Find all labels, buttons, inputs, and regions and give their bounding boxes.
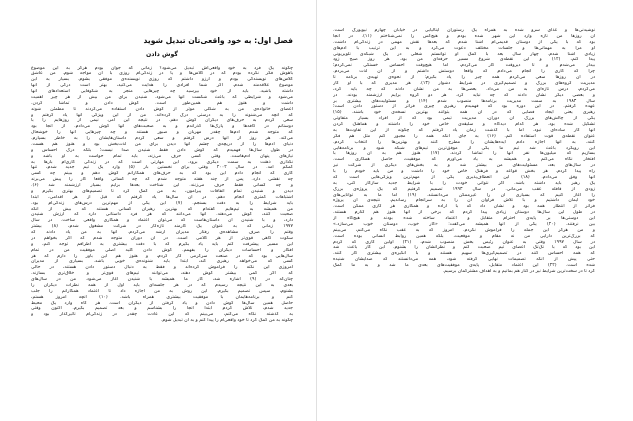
left-page-body bbox=[31, 66, 293, 325]
body-text-line: خود ایمان داشتیم و با تلاش فراوان آن را به سرانجام رساندیم. نتیجه‌ی آن پروژه bbox=[333, 198, 595, 204]
body-text-line: تشکیل شده بود. هر کدام دیدگاه و سلیقه‌ی خاص خود را داشتند و هماهنگ کردن bbox=[333, 122, 595, 127]
body-text-line: نگذاری ذهنت به سمت دیگری برود. این مهارتی است که در زندگی کاری‌ام بارها به bbox=[31, 159, 293, 165]
body-text-line: در طول سال‌ها فهمیدم که گوش دادن فقط شنیدن صدا نیست؛ بلکه درک احساس و bbox=[31, 147, 293, 153]
body-text-line: مدیریت گروه‌های بزرگ و تصمیم‌گیری در شرایط دشوار (۱۳). هر مدیری که با او کار bbox=[333, 80, 595, 86]
body-text-line: سکوت گاهی قوی‌تر از هر کلامی است. در آن دوران متوجه شدم که اگر بخواهم در bbox=[31, 235, 293, 241]
chapter-title: فصل اول: به خود واقعی‌تان تبدیل شوید bbox=[143, 36, 293, 45]
body-text-line: او مرا به مهمانی‌ها و جلسات مختلف دعوت می‌کرد و به این ترتیب با آدم‌های bbox=[333, 45, 595, 51]
body-text-line: حتی پیش از آنکه تصمیمات نهایی گرفته شود، همه می‌دانستند که صدایشان شنیده bbox=[333, 257, 595, 263]
body-text-line: عهده گرفتم. در این دوره بود که فهمیدم رهبری چیزی فراتر از دستور دادن است؛ bbox=[333, 104, 595, 110]
body-text-line: می‌کردم، درس تازه‌ای به من می‌داد. بعضی‌ها به من نشان دادند که چه باید کرد، bbox=[333, 86, 595, 92]
body-text-line: که اگر کمی بیشتر گوش دهند، می‌توانند تیم‌های قوی‌تر و خلاق‌تری بسازند. bbox=[31, 271, 293, 277]
page-gutter bbox=[316, 0, 317, 421]
right-page bbox=[333, 28, 595, 396]
body-text-line: ۱۹۷۷ زمانی که به عنوان یک کارمند تازه‌کار در شرکت مشغول شدم، (۸) بیشتر bbox=[31, 224, 293, 230]
body-text-line: زودی از قافله عقب می‌مانی. در سال ۱۹۹۳ تصمیم گرفتیم که یک پروژه‌ی بزرگ bbox=[333, 186, 595, 192]
body-text-line: نوشیدنی‌ها و غذای سرو شده به همراه یک رستوران ایتالیایی در خیابان چهارم نیویورک است. bbox=[333, 28, 595, 33]
body-text-line: و بعضی دیگر نشان دادند که چه نباید کرد. هر دو گروه برایم ارزشمند بودند. در bbox=[333, 92, 595, 98]
body-text-line: داشته باشید. باید از خود بپرسید چه چیزهایی منجر به شکوفایی استعدادهای آنها bbox=[31, 89, 293, 95]
right-page-body bbox=[333, 28, 595, 275]
body-text-line: به گذشته نگاه می‌کنم، می‌بینم که این عادت چقدر در زندگی‌ام تأثیرگذار بود و bbox=[31, 312, 293, 318]
body-text-line: عنوان نقطه‌ی قوت استفاده کنم. (۱۶) به جای آنکه همه را مجبور کنم مثل هم فکر bbox=[333, 133, 595, 139]
body-text-line: که متوجه شدم آدم‌ها چقدر مهربان و صبور هستند و چه چیزهایی آنها را خوشحال bbox=[31, 130, 293, 136]
section-heading: گوش دادن bbox=[146, 51, 178, 59]
body-text-line: جدید شدم، تلاش کردم ابتدا آنجا را بشناسم و بعد تصمیم بگیرم. اکنون وقتی bbox=[31, 306, 293, 312]
body-text-line: بشنوم، سپس تصمیم بگیرم. این روش به من اجازه داد تا اعتماد همکارانم را جلب bbox=[31, 288, 293, 294]
body-text-line: شده است. (۲۲) این اعتماد متقابل، پایه‌ی موفقیت‌های بعدی ما شد و به ما کمک bbox=[333, 263, 595, 268]
body-text-line: در آن روزها سعی می‌کردم همه چیز را یاد بگیرم: از نحوه‌ی تهیه‌ی برنامه تا bbox=[333, 75, 595, 80]
body-text-line: بیدار می‌شدم و تا دیروقت کار می‌کردم، اما هیچ‌وقت احساس خستگی نمی‌کردم؛ bbox=[333, 63, 595, 69]
body-text-line: امروزی این نکته را فراموش کرده‌اند و فقط به دنبال دستور دادن هستند، در حالی bbox=[31, 265, 293, 271]
body-text-line: فراتر از انتظار همه بود و نشان داد که با اراده و همکاری هر کاری ممکن است. bbox=[333, 204, 595, 210]
body-text-line: افتخار نگاه می‌کنم و همیشه به یاد می‌آورم که موفقیت، حاصل همکاری است. bbox=[333, 157, 595, 163]
body-text-line: کسی که می‌خواهد رهبری کند، ابتدا باید شنونده‌ی خوبی باشد. بسیاری از مدیران bbox=[31, 259, 293, 265]
body-text-line: یک رهبر باید داشته باشد. اگر نتوانی خودت را با شرایط جدید سازگار کنی، به bbox=[333, 180, 595, 186]
body-text-line: که همه احساس کنند در تصمیم‌گیری‌ها سهیم هستند و با انگیزه‌ی بیشتری کار کنند. bbox=[333, 251, 595, 257]
body-text-line: داشت و هنوز هم همین‌طور است. گوش دادن و تماشا کردن. bbox=[31, 100, 293, 106]
body-text-line: دیدن و شنیدن تمام اتفاقات پیرامون، به من کمک کرد تا تصمیم‌های بهتری بگیرم و bbox=[31, 188, 293, 194]
body-text-line: سعی کردم به حرف‌های دیگران گوش دهم. در نتیجه این امر، نیمی از روزهایم را با bbox=[31, 118, 293, 124]
body-text-line: را آغاز کنیم که بسیاری آن را غیرممکن می‌دانستند. (۱۹) اما ما به توانایی‌های bbox=[333, 192, 595, 198]
body-text-line: آن روزها من تازه وارد این شهر شده بودم و هیچ‌کس را نمی‌شناختم (۱۱). در آنجا bbox=[333, 33, 595, 39]
body-text-line: نیازهای پنهان آدم‌هاست. وقتی کسی حرف می‌زند، باید تمام حواست به او باشد و bbox=[31, 153, 293, 159]
body-text-line: در طول این سال‌ها دوستان زیادی پیدا کردم که برخی از آنها هنوز هم کنارم هستند. bbox=[333, 210, 595, 216]
body-text-line: چگونه به من کمک کرد تا خود واقعی‌ام را پیدا کنم و به آن تبدیل شوم. bbox=[160, 318, 293, 324]
body-text-line: این مسیر پیشرفت کنم باید یاد بگیرم که با دقت بیشتری به اطرافم توجه کنم، و bbox=[31, 241, 293, 247]
body-text-line: بعدی به این نتیجه رسیدم که در هر جلسه‌ای باید اول از همه نظرات دیگران را bbox=[31, 282, 293, 288]
body-text-line: این بود که با تک‌تک اعضای تیم صحبت کنم و نظراتشان را بشنوم. این کار باعث شد bbox=[333, 245, 595, 251]
body-text-line: دنیای آدم‌ها را از دریچه‌ی چشم آنها دیدن برای من لذت‌بخش بود و هنوز هم هست. bbox=[31, 141, 293, 147]
body-text-line: چگونه یک فرد به خود واقعی‌اش تبدیل می‌شود؟ زمانی که جوان بودم هرگز به این موضوع bbox=[31, 65, 293, 71]
body-text-line: یکی از چالش‌های بزرگ آن دوران، مدیریت تیمی بود که از افراد بسیار متفاوتی bbox=[333, 116, 595, 122]
body-text-line: دوستانم در کافه‌ها و پارک‌ها گذراندم و به صحبت‌های آنها گوش می‌دادم. از آنجا بود bbox=[31, 124, 293, 130]
body-text-line: پیدا کنم، (۱۲) و این نقطه‌ی شروع مسیر حرفه‌ای من بود. هر روز صبح زود bbox=[333, 57, 595, 63]
body-text-line: آنها وفق می‌دادم. (۱۸) این انعطاف‌پذیری یکی از مهم‌ترین ویژگی‌هایی است که bbox=[333, 174, 595, 180]
body-text-line: رهبری یعنی ایجاد فضایی که در آن همه بتوانند بهترین نسخه‌ی خود باشند. (۱۵) bbox=[333, 110, 595, 116]
body-text-line: کلاس‌های نویسندگی بودم و آرزو داشتم که روزی نویسنده‌ی موفقی بشوم. بسیار به این bbox=[31, 77, 293, 83]
body-text-line: و من هرگز این جمله را فراموش نکردم. امروز که به عقب نگاه می‌کنم، می‌بینم bbox=[333, 227, 595, 233]
body-text-line: این رویکرد باعث شد تیم ما یکی از موفق‌ترین تیم‌های شبکه شود و برنامه‌هایی bbox=[333, 145, 595, 151]
body-text-line: اشتباهات کمتری انجام دهم. در آن سال‌ها یاد گرفتم که قبل از هر اقدامی، ابتدا bbox=[31, 194, 293, 200]
body-text-line: من همیشه به تیم‌هایم گفته‌ام که بهترین رهبران کسانی هستند که بیش از آنکه bbox=[31, 206, 293, 212]
body-text-line: که بزرگ‌ترین دارایی من نه مقام و موقعیت، بلکه همین روابط انسانی بوده است. bbox=[333, 233, 595, 239]
body-text-line: زیادی آشنا شدم. چهار سال بعد با کمک او توانستم شغلی در یک شبکه‌ی تلویزیونی bbox=[333, 51, 595, 57]
body-text-line: چرا که کاری را انجام می‌دادم که واقعاً دوستش داشتم و از آن لذت می‌بردم. bbox=[333, 69, 595, 75]
body-text-line: کنم و برنامه‌هایمان با موفقیت بیشتری همراه باشد. (۱۰) آنچه امروز هستم، bbox=[31, 294, 293, 300]
body-text-line: می‌کند. هر روز از آنها درس گرفتم و سعی کردم داستان‌هایشان را به خاطر بسپارم. bbox=[31, 136, 293, 142]
body-text-line: صحبت کنند، گوش می‌دهند. آنها می‌دانند که هر فرد داستانی دارد که ارزش شنیدن bbox=[31, 212, 293, 218]
body-text-line: می‌شود و شرایطی که باعث شکست آنها می‌شود. شنیدن برای من بیش از هر چیز اهمیت bbox=[31, 94, 293, 100]
left-page bbox=[31, 28, 293, 396]
body-text-line: موضوع علاقه‌مند شدم. اگر شما افرادی را هدایت می‌کنید، بهتر است درکی از آنها bbox=[31, 83, 293, 89]
body-text-line: بین نرفتند. (۲۰) یکی از آنها همیشه می‌گفت: «کار خوب، دوستان خوب می‌سازد.» bbox=[333, 221, 595, 227]
body-text-line: کمکم آمد. در سال ۲۰۰۲ وقتی برای نخستین بار (۵) وارد یک تیم جدید شدم، تنها bbox=[31, 165, 293, 171]
body-text-line: و چه کسانی فقط حرف می‌زنند. این شناخت بعدها برایم بسیار ارزشمند شد (۶). bbox=[31, 183, 293, 189]
body-text-line: بود که با یکی از دوستان قدیمی‌ام آشنا شدم که بعدها نقش مهمی در زندگی‌ام داشت. bbox=[333, 39, 595, 45]
body-text-line: کرد تا در سخت‌ترین شرایط نیز در کنار هم بمانیم و به اهداف مشترکمان برسیم. bbox=[442, 268, 595, 274]
body-text-line: وقتم را صرف مشاهده‌ی رفتار مدیران ارشد می‌کردم. آنها به من یاد دادند که bbox=[31, 230, 293, 236]
body-text-line: راه پیدا کردم. هر بخش قواعد و فرهنگ خاص خود را داشت و من باید خودم را با bbox=[333, 169, 595, 174]
body-text-line: در سال‌های بعد، مسئولیت‌های من بیشتر شد و به بخش‌های دیگری از شرکت نیز bbox=[333, 163, 595, 169]
body-text-line: باید شرایط را به دقت بسنجم. (۷) این یکی از مهم‌ترین درس‌های زندگی‌ام بود. bbox=[31, 200, 293, 206]
body-text-line: آنها کار ساده‌ای نبود. اما با گذشت زمان یاد گرفتم که چگونه از این تفاوت‌ها به bbox=[333, 127, 595, 133]
body-text-line: باهوش فکر نکرده بودم که در کلاس‌ها و یا در زندگی‌ام روزی با آن مواجه شوم. من عاشق bbox=[31, 71, 293, 77]
body-text-line: کنند، به آنها اجازه دادم ایده‌هایشان را مطرح کنند و بهترین‌ها را انتخاب کردم. bbox=[333, 139, 595, 145]
body-text-line: دارد، و با شنیدن آن داستان‌هاست که می‌توان اعتماد و همکاری واقعی ساخت. در سال bbox=[31, 218, 293, 224]
body-text-line: چه نقشی دارد. پس از چند هفته متوجه شدم که چه کسانی واقعاً کار را پیش می‌برند bbox=[31, 177, 293, 183]
body-text-line: بسازیم که میلیون‌ها نفر آنها را تماشا کردند. (۱۷) هنوز هم به آن روزها با bbox=[333, 151, 595, 157]
body-text-line: چنان‌که در (۹) اشاره شد، کار ما همیشه با شنیدن آغاز می‌شود. من در سال‌های bbox=[31, 277, 293, 283]
body-text-line: حاصل همین سال‌ها گوش دادن و یاد گرفتن از دیگران است. هر گاه وارد یک محیط bbox=[31, 300, 293, 306]
body-text-line: در سال ۱۹۹۷ وقتی به عنوان رئیس بخش منصوب شدم، (۲۱) اولین کاری که کردم bbox=[333, 239, 595, 245]
body-text-line: افکار و احساسات دیگران را بفهمم. گوش دادن کلید اصلی موفقیت من در تمام bbox=[31, 247, 293, 253]
body-text-line: که آنچه می‌شنوند را به درستی درک کرده‌اند. من از این ویژگی آنها یاد گرفتم و bbox=[31, 112, 293, 118]
body-text-line: این دوستی‌ها بر پایه‌ی احترام متقابل و اعتماد ساخته شده بودند و هیچ‌گاه از bbox=[333, 216, 595, 221]
body-text-line: سال‌هایی بود که در صنعت سرگرمی کار کردم، و هنوز هم این باور را دارم که هر bbox=[31, 253, 293, 259]
body-text-line: کاری که انجام دادم این بود که به حرف‌های همکارانم گوش دهم و ببینم چه کسی bbox=[31, 171, 293, 177]
body-text-line: سال ۱۹۸۳ به سمت مدیریت برنامه‌ها منصوب شدم (۱۴) و مسئولیت‌های بیشتری بر bbox=[333, 98, 595, 104]
body-text-line: اعضای خانواده‌ی من به شکلی موثر از گوش دادن استفاده می‌کردند تا مطمئن شوند bbox=[31, 106, 293, 112]
